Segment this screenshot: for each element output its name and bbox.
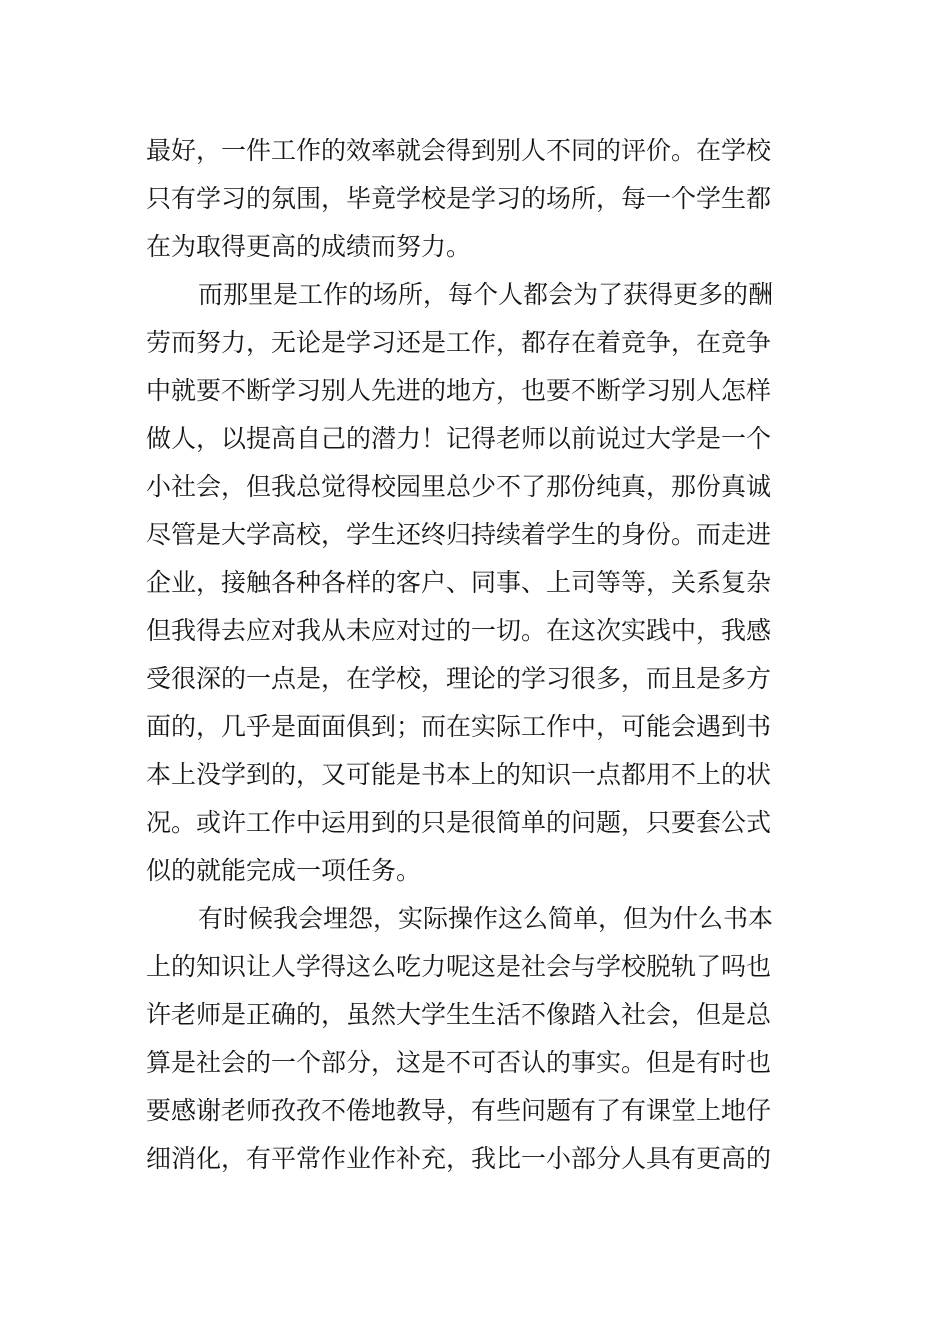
text-line: 劳而努力，无论是学习还是工作，都存在着竞争，在竞争 (146, 328, 772, 357)
text-line: 最好，一件工作的效率就会得到别人不同的评价。在学校 (146, 136, 772, 165)
paragraph-first-line: 有时候我会埋怨，实际操作这么简单，但为什么书本 (198, 904, 774, 933)
text-line: 似的就能完成一项任务。 (146, 856, 422, 885)
paragraph-first-line: 而那里是工作的场所，每个人都会为了获得更多的酬 (198, 280, 774, 309)
text-line: 受很深的一点是，在学校，理论的学习很多，而且是多方 (146, 664, 772, 693)
text-line: 尽管是大学高校，学生还终归持续着学生的身份。而走进 (146, 520, 772, 549)
text-line: 算是社会的一个部分，这是不可否认的事实。但是有时也 (146, 1048, 772, 1077)
text-line: 上的知识让人学得这么吃力呢这是社会与学校脱轨了吗也 (146, 952, 772, 981)
text-line: 在为取得更高的成绩而努力。 (146, 232, 472, 261)
text-line: 只有学习的氛围，毕竟学校是学习的场所，每一个学生都 (146, 184, 772, 213)
text-line: 许老师是正确的，虽然大学生生活不像踏入社会，但是总 (146, 1000, 772, 1029)
text-line: 做人，以提高自己的潜力！记得老师以前说过大学是一个 (146, 424, 772, 453)
document-body (146, 127, 816, 1183)
text-line: 本上没学到的，又可能是书本上的知识一点都用不上的状 (146, 760, 772, 789)
text-line: 中就要不断学习别人先进的地方，也要不断学习别人怎样 (146, 376, 772, 405)
text-line: 面的，几乎是面面俱到；而在实际工作中，可能会遇到书 (146, 712, 772, 741)
text-line: 小社会，但我总觉得校园里总少不了那份纯真，那份真诚 (146, 472, 772, 501)
text-line: 要感谢老师孜孜不倦地教导，有些问题有了有课堂上地仔 (146, 1096, 772, 1125)
text-line: 企业，接触各种各样的客户、同事、上司等等，关系复杂 (146, 568, 772, 597)
text-line: 细消化，有平常作业作补充，我比一小部分人具有更高的 (146, 1144, 772, 1173)
text-line: 但我得去应对我从未应对过的一切。在这次实践中，我感 (146, 616, 772, 645)
text-line: 况。或许工作中运用到的只是很简单的问题，只要套公式 (146, 808, 772, 837)
